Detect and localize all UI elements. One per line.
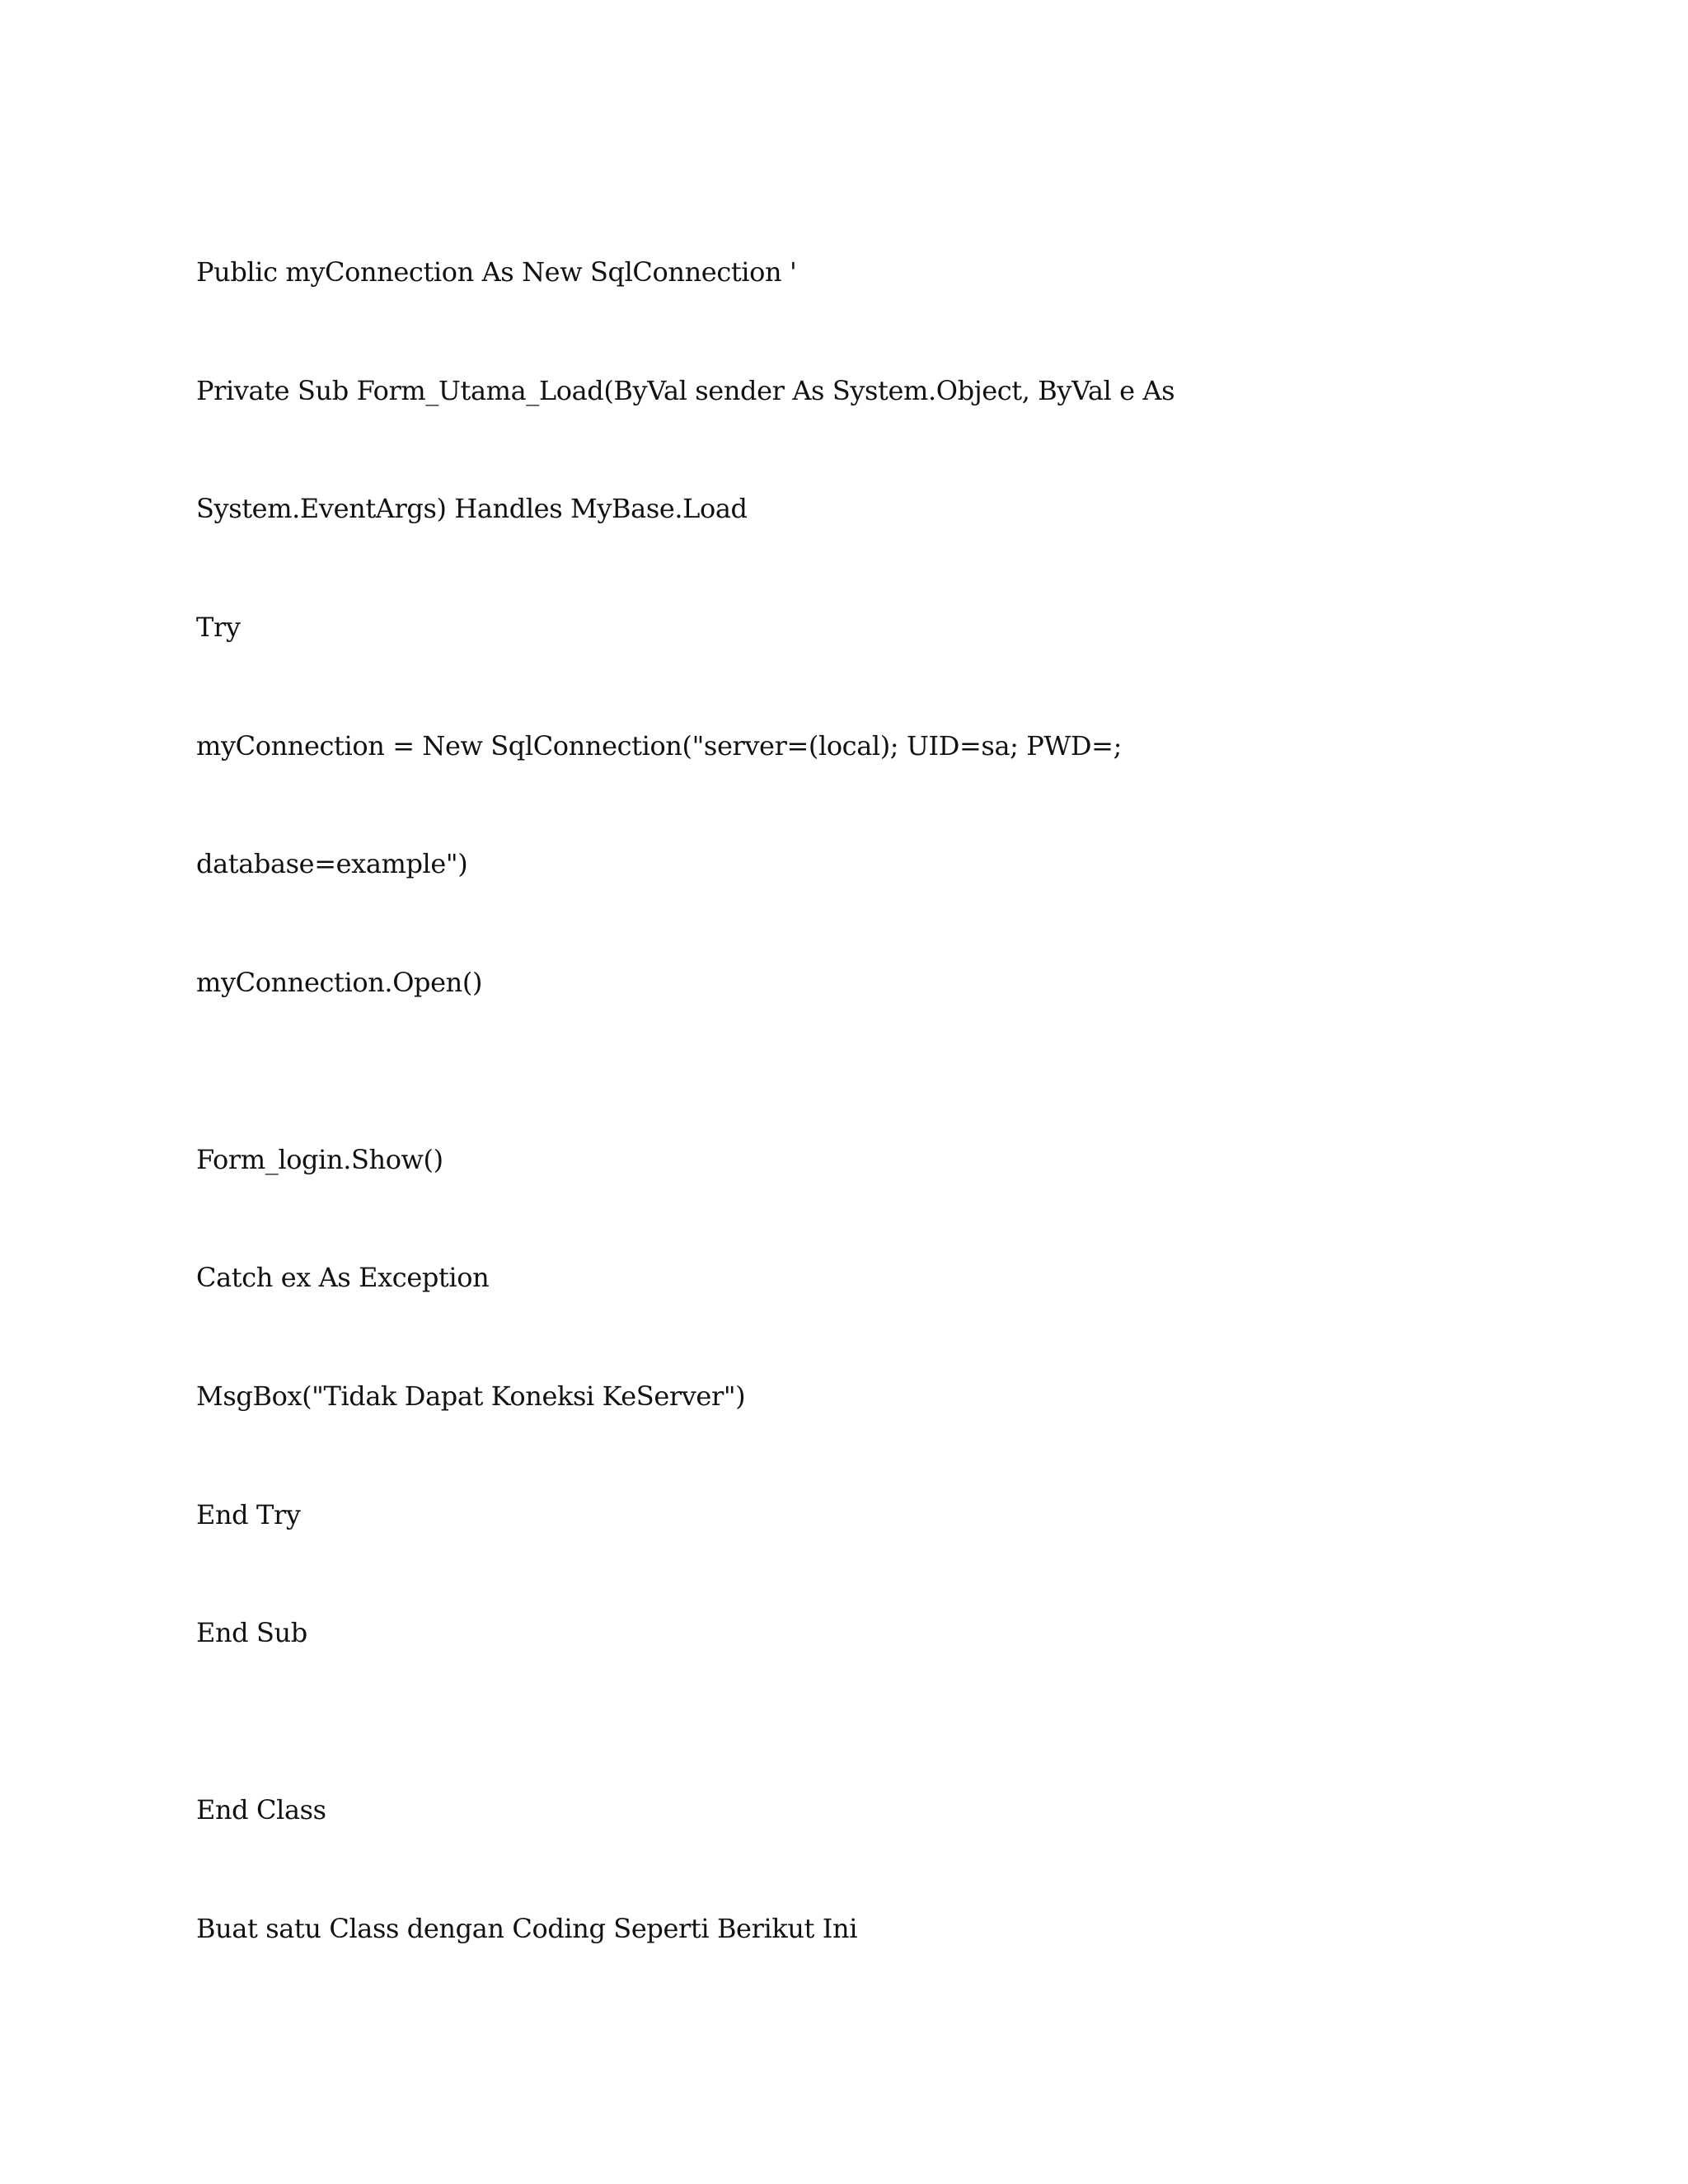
- code-line-try: Try: [196, 612, 241, 643]
- code-line-handles: System.EventArgs) Handles MyBase.Load: [196, 493, 748, 524]
- code-line-public-connection: Public myConnection As New SqlConnection ': [196, 256, 797, 288]
- code-line-private-sub: Private Sub Form_Utama_Load(ByVal sender As System.Object, ByVal e As: [196, 375, 1175, 406]
- code-line-end-class: End Class: [196, 1794, 326, 1825]
- code-line-open: myConnection.Open(): [196, 967, 483, 998]
- code-line-end-try: End Try: [196, 1499, 301, 1530]
- code-line-database: database=example"): [196, 848, 468, 879]
- code-line-catch: Catch ex As Exception: [196, 1262, 490, 1293]
- paragraph-instruction: Buat satu Class dengan Coding Seperti Berikut Ini: [196, 1913, 858, 1944]
- code-line-new-connection: myConnection = New SqlConnection("server=(local); UID=sa; PWD=;: [196, 730, 1122, 762]
- code-line-end-sub: End Sub: [196, 1617, 307, 1648]
- code-line-msgbox: MsgBox("Tidak Dapat Koneksi KeServer"): [196, 1380, 746, 1412]
- code-line-form-login-show: Form_login.Show(): [196, 1144, 443, 1175]
